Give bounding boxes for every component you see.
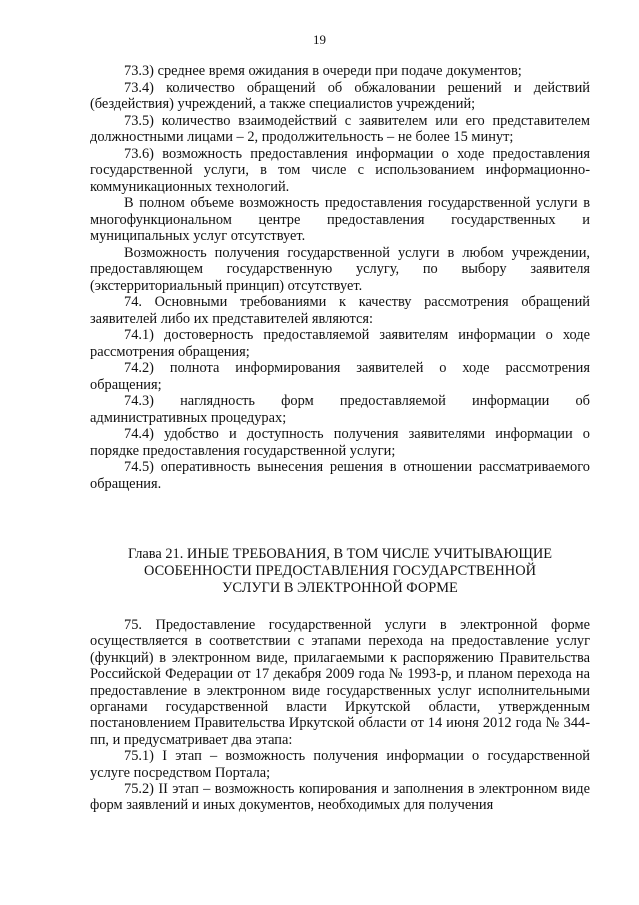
page-number: 19 (313, 32, 326, 47)
paragraph-74-1: 74.1) достоверность предоставляемой заявителям информации о ходе рассмотрения обращения; (90, 327, 590, 360)
paragraph-extraterritorial: Возможность получения государственной услуги в любом учреждении, предоставляющем государственную услугу, по выбору заявителя (экстерриториальный принцип) отсутствует. (90, 244, 590, 294)
paragraph-74-2: 74.2) полнота информирования заявителей о ходе рассмотрения обращения; (90, 360, 590, 393)
chapter-heading-line: Глава 21. ИНЫЕ ТРЕБОВАНИЯ, В ТОМ ЧИСЛЕ УЧИТЫВАЮЩИЕ (127, 546, 553, 562)
paragraph-74-5: 74.5) оперативность вынесения решения в отношении рассматриваемого обращения. (90, 459, 590, 492)
chapter-heading-line: УСЛУГИ В ЭЛЕКТРОННОЙ ФОРМЕ (222, 580, 458, 596)
paragraph-73-3: 73.3) среднее время ожидания в очереди при подаче документов; (124, 63, 522, 79)
paragraph-74-3: 74.3) наглядность форм предоставляемой информации об административных процедурах; (90, 393, 590, 426)
paragraph-74: 74. Основными требованиями к качеству рассмотрения обращений заявителей либо их представителей являются: (90, 294, 590, 327)
paragraph-74-4: 74.4) удобство и доступность получения заявителями информации о порядке предоставления государственной услуги; (90, 426, 590, 459)
chapter-heading-line: ОСОБЕННОСТИ ПРЕДОСТАВЛЕНИЯ ГОСУДАРСТВЕННОЙ (144, 563, 536, 579)
paragraph-73-4: 73.4) количество обращений об обжаловании решений и действий (бездействия) учреждений, а также специалистов учреждений; (90, 79, 590, 112)
chapter-heading (90, 546, 590, 597)
paragraph-73-5: 73.5) количество взаимодействий с заявителем или его представителем должностными лицами – 2, продолжительность – не более 15 минут; (90, 112, 590, 145)
paragraph-75: 75. Предоставление государственной услуги в электронной форме осуществляется в соответствии с этапами перехода на предоставление услуг (функций) в электронном виде, прилагаемыми к распоряжению Правительства Российской Федерации от 17 декабря 2009 года № 1993-р, и планом перехода на предоставление в электронном виде государственных услуг исполнительными органами государственной власти Иркутской области, утвержденным постановлением Правительства Иркутской области от 14 июня 2012 года № 344-пп, и предусматривает два этапа: (90, 617, 590, 748)
paragraph-75-1: 75.1) I этап – возможность получения информации о государственной услуге посредством Портала; (90, 748, 590, 781)
paragraph-75-2: 75.2) II этап – возможность копирования и заполнения в электронном виде форм заявлений и иных документов, необходимых для получения (90, 781, 590, 814)
body-text-top (90, 63, 590, 492)
body-text-bottom (90, 617, 590, 814)
paragraph-mfc: В полном объеме возможность предоставления государственной услуги в многофункциональном центре предоставления государственных и муниципальных услуг отсутствует. (90, 195, 590, 244)
paragraph-73-6: 73.6) возможность предоставления информации о ходе предоставления государственной услуги, в том числе с использованием информационно-коммуникационных технологий. (90, 145, 590, 195)
